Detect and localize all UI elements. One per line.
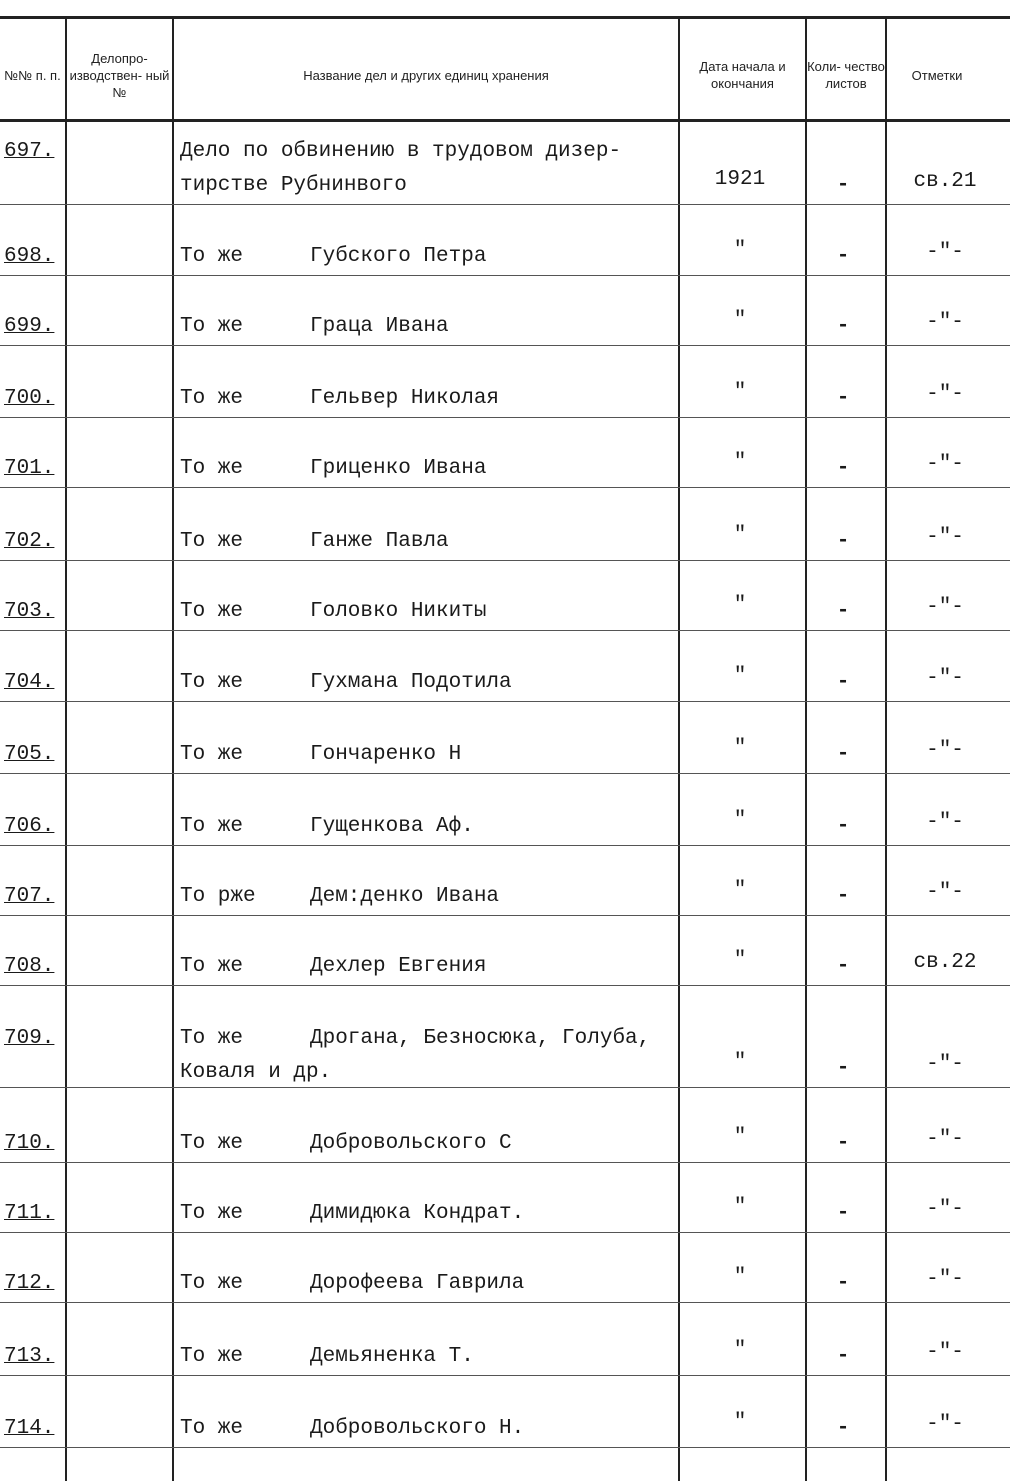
row-marks: -"- — [926, 739, 964, 762]
row-date: " — [733, 594, 747, 617]
row-sheet-count: - — [836, 1272, 850, 1295]
row-date: " — [733, 737, 747, 760]
row-number: 699. — [4, 315, 55, 338]
row-title-prefix: То же — [180, 530, 244, 553]
row-title: Гухмана Подотила — [310, 671, 512, 694]
row-sheet-count: - — [836, 671, 850, 694]
row-marks: -"- — [926, 596, 964, 619]
row-sheet-count: - — [836, 315, 850, 338]
row-date: " — [733, 1196, 747, 1219]
row-date: 1921 — [714, 168, 766, 191]
row-rule — [0, 560, 1010, 561]
row-date: " — [733, 809, 747, 832]
row-title: Коваля и др. — [180, 1061, 332, 1084]
row-title-prefix: То же — [180, 387, 244, 410]
row-number: 707. — [4, 885, 55, 908]
row-sheet-count: - — [836, 1417, 850, 1440]
row-rule — [0, 1302, 1010, 1303]
row-number: 711. — [4, 1202, 55, 1225]
row-rule — [0, 345, 1010, 346]
row-title: Гончаренко Н — [310, 743, 462, 766]
row-sheet-count: - — [836, 1057, 850, 1080]
row-number: 702. — [4, 530, 55, 553]
row-sheet-count: - — [836, 530, 850, 553]
row-marks: -"- — [926, 1268, 964, 1291]
row-date: " — [733, 1339, 747, 1362]
row-date: " — [733, 1051, 747, 1074]
row-marks: -"- — [926, 383, 964, 406]
row-sheet-count: - — [836, 174, 850, 197]
header-number: №№ п. п. — [4, 67, 61, 83]
row-title: Дем:денко Ивана — [310, 885, 500, 908]
row-date: " — [733, 949, 747, 972]
row-title: Головко Никиты — [310, 600, 487, 623]
column-divider — [885, 18, 887, 1481]
row-rule — [0, 1447, 1010, 1448]
row-title-prefix: То же — [180, 1272, 244, 1295]
row-rule — [0, 985, 1010, 986]
row-title: Дело по обвинению в трудовом дизер- — [180, 140, 622, 163]
row-title: тирстве Рубнинвого — [180, 174, 407, 197]
row-sheet-count: - — [836, 815, 850, 838]
row-title-prefix: То же — [180, 815, 244, 838]
column-divider — [805, 18, 807, 1481]
row-number: 714. — [4, 1417, 55, 1440]
row-title: Граца Ивана — [310, 315, 449, 338]
row-number: 701. — [4, 457, 55, 480]
row-title-prefix: То же — [180, 600, 244, 623]
row-title-prefix: То же — [180, 1202, 244, 1225]
row-rule — [0, 630, 1010, 631]
row-number: 705. — [4, 743, 55, 766]
row-sheet-count: - — [836, 1345, 850, 1368]
header-office-number: Делопро- изводствен- ный № — [69, 50, 170, 100]
column-divider — [172, 18, 174, 1481]
row-marks: -"- — [926, 667, 964, 690]
row-rule — [0, 1375, 1010, 1376]
row-marks: -"- — [926, 811, 964, 834]
row-date: " — [733, 381, 747, 404]
row-sheet-count: - — [836, 387, 850, 410]
row-rule — [0, 275, 1010, 276]
row-rule — [0, 915, 1010, 916]
row-date: " — [733, 524, 747, 547]
row-sheet-count: - — [836, 955, 850, 978]
row-title: Добровольского Н. — [310, 1417, 525, 1440]
row-sheet-count: - — [836, 1202, 850, 1225]
row-number: 713. — [4, 1345, 55, 1368]
row-title: Дехлер Евгения — [310, 955, 487, 978]
row-title-prefix: То же — [180, 315, 244, 338]
row-sheet-count: - — [836, 743, 850, 766]
column-divider — [678, 18, 680, 1481]
row-title-prefix: То же — [180, 955, 244, 978]
row-title-prefix: То же — [180, 1417, 244, 1440]
row-title: Гущенкова Аф. — [310, 815, 474, 838]
row-date: " — [733, 1411, 747, 1434]
row-number: 712. — [4, 1272, 55, 1295]
row-title-prefix: То же — [180, 1027, 244, 1050]
row-sheet-count: - — [836, 245, 850, 268]
row-marks: -"- — [926, 1341, 964, 1364]
row-number: 700. — [4, 387, 55, 410]
row-date: " — [733, 309, 747, 332]
row-title-prefix: То рже — [180, 885, 256, 908]
row-number: 708. — [4, 955, 55, 978]
row-date: " — [733, 451, 747, 474]
row-title-prefix: То же — [180, 743, 244, 766]
row-title-prefix: То же — [180, 671, 244, 694]
row-rule — [0, 417, 1010, 418]
row-rule — [0, 701, 1010, 702]
row-marks: -"- — [926, 1128, 964, 1151]
row-marks: -"- — [926, 881, 964, 904]
row-sheet-count: - — [836, 885, 850, 908]
row-title: Гельвер Николая — [310, 387, 500, 410]
row-title: Губского Петра — [310, 245, 487, 268]
row-title: Ганже Павла — [310, 530, 449, 553]
row-date: " — [733, 239, 747, 262]
row-title-prefix: То же — [180, 457, 244, 480]
row-rule — [0, 773, 1010, 774]
row-rule — [0, 845, 1010, 846]
row-title: Демьяненка Т. — [310, 1345, 474, 1368]
row-number: 709. — [4, 1027, 55, 1050]
row-number: 704. — [4, 671, 55, 694]
row-date: " — [733, 665, 747, 688]
row-title: Димидюка Кондрат. — [310, 1202, 525, 1225]
row-number: 710. — [4, 1132, 55, 1155]
header-title: Название дел и других единиц хранения — [303, 67, 549, 83]
table-top-border — [0, 16, 1010, 19]
row-sheet-count: - — [836, 457, 850, 480]
row-number: 706. — [4, 815, 55, 838]
row-marks: -"- — [926, 1413, 964, 1436]
row-rule — [0, 1232, 1010, 1233]
row-marks: -"- — [926, 311, 964, 334]
row-rule — [0, 1087, 1010, 1088]
row-marks: -"- — [926, 1053, 964, 1076]
header-sheet-count: Коли- чество листов — [807, 59, 885, 91]
row-date: " — [733, 879, 747, 902]
row-number: 697. — [4, 140, 55, 163]
row-marks: св.22 — [913, 951, 977, 974]
row-marks: -"- — [926, 526, 964, 549]
row-sheet-count: - — [836, 1132, 850, 1155]
row-title-prefix: То же — [180, 1132, 244, 1155]
row-title: Добровольского С — [310, 1132, 512, 1155]
header-marks: Отметки — [911, 67, 963, 83]
header-dates: Дата начала и окончания — [699, 59, 786, 91]
row-title: Гриценко Ивана — [310, 457, 487, 480]
row-marks: -"- — [926, 1198, 964, 1221]
row-number: 703. — [4, 600, 55, 623]
row-number: 698. — [4, 245, 55, 268]
row-rule — [0, 204, 1010, 205]
row-rule — [0, 1162, 1010, 1163]
row-title-prefix: То же — [180, 1345, 244, 1368]
row-marks: св.21 — [913, 170, 977, 193]
row-marks: -"- — [926, 453, 964, 476]
row-date: " — [733, 1266, 747, 1289]
row-title: Дрогана, Безносюка, Голуба, — [310, 1027, 651, 1050]
row-date: " — [733, 1126, 747, 1149]
row-title: Дорофеева Гаврила — [310, 1272, 525, 1295]
row-rule — [0, 487, 1010, 488]
row-title-prefix: То же — [180, 245, 244, 268]
column-divider — [65, 18, 67, 1481]
row-marks: -"- — [926, 241, 964, 264]
row-sheet-count: - — [836, 600, 850, 623]
